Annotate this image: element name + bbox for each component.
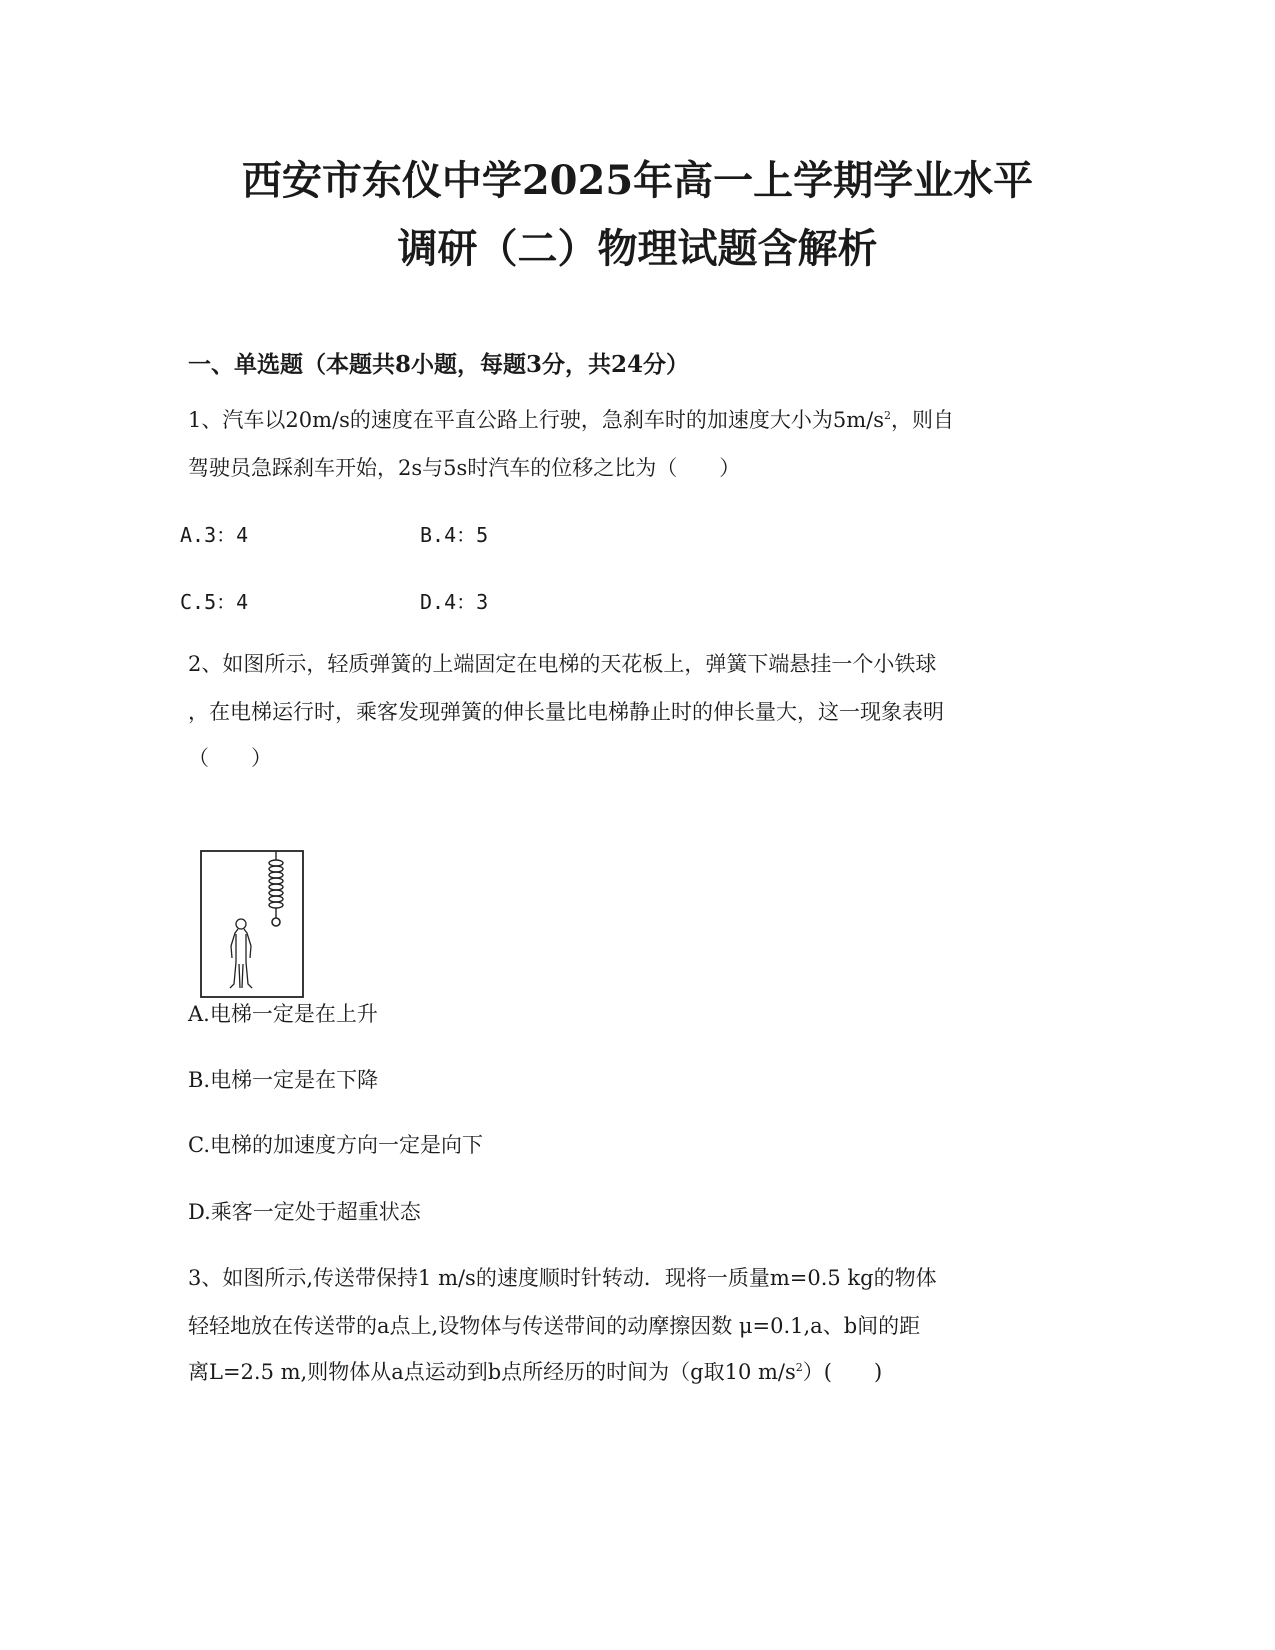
question-2-line-1: 2、如图所示，轻质弹簧的上端固定在电梯的天花板上，弹簧下端悬挂一个小铁球 bbox=[188, 652, 937, 676]
iron-ball-icon bbox=[272, 918, 280, 926]
elevator-car-outline bbox=[201, 851, 303, 997]
elevator-spring-figure bbox=[198, 848, 310, 1004]
question-2-line-2: ，在电梯运行时，乘客发现弹簧的伸长量比电梯静止时的伸长量大，这一现象表明 bbox=[188, 700, 944, 724]
document-title-line-2: 调研（二）物理试题含解析 bbox=[397, 225, 878, 272]
section-heading: 一、单选题（本题共8小题，每题3分，共24分） bbox=[188, 351, 690, 378]
question-2-line-3: （ ） bbox=[188, 746, 272, 770]
question-2-option-c: C.电梯的加速度方向一定是向下 bbox=[188, 1133, 483, 1157]
question-1-line-2: 驾驶员急踩刹车开始，2s与5s时汽车的位移之比为（ ） bbox=[188, 456, 741, 480]
question-1-option-d: D.4：3 bbox=[420, 590, 489, 614]
question-2-option-d: D.乘客一定处于超重状态 bbox=[188, 1200, 421, 1224]
superscript: 2 bbox=[795, 1361, 803, 1374]
question-3-line-3: 离L=2.5 m,则物体从a点运动到b点所经历的时间为（g取10 $m/s^2$）( ) bbox=[188, 1360, 883, 1384]
document-title-line-1: 西安市东仪中学2025年高一上学期学业水平 bbox=[241, 157, 1034, 204]
question-2-option-a: A.电梯一定是在上升 bbox=[188, 1002, 378, 1026]
question-1-line-1: 1、汽车以20m/s的速度在平直公路上行驶，急刹车时的加速度大小为$5m/s^2$，则自 bbox=[188, 408, 954, 432]
question-1-option-a: A.3：4 bbox=[180, 523, 249, 547]
question-1-option-b: B.4：5 bbox=[420, 523, 489, 547]
superscript: 2 bbox=[883, 409, 891, 422]
spring-icon bbox=[269, 851, 283, 918]
question-3-line-1: 3、如图所示,传送带保持1 m/s的速度顺时针转动．现将一质量m=0.5 kg的物体 bbox=[188, 1266, 937, 1290]
question-2-option-b: B.电梯一定是在下降 bbox=[188, 1068, 379, 1092]
question-1-option-c: C.5：4 bbox=[180, 590, 249, 614]
passenger-icon bbox=[230, 919, 252, 988]
question-3-line-2: 轻轻地放在传送带的a点上,设物体与传送带间的动摩擦因数 μ=0.1,a、b间的距 bbox=[188, 1314, 921, 1338]
